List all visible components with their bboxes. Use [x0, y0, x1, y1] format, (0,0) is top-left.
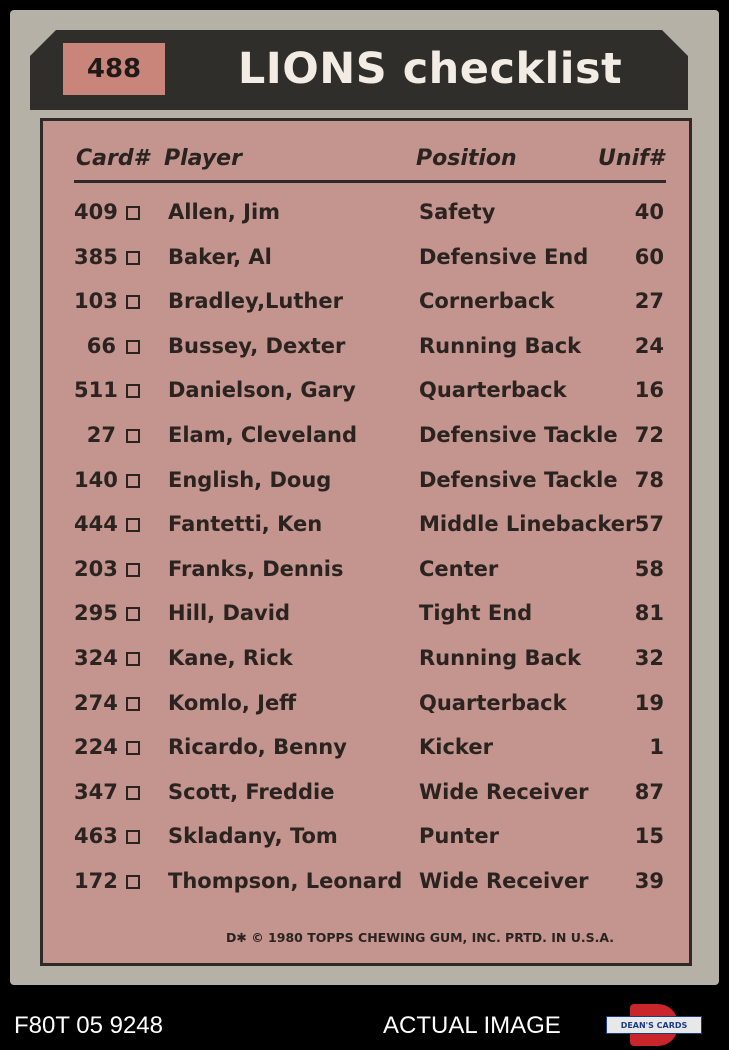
header-card-number: Card# — [76, 146, 149, 171]
player-name: English, Doug — [168, 467, 332, 492]
checkbox[interactable] — [126, 697, 140, 711]
player-position: Middle Linebacker — [419, 512, 636, 537]
player-name: Allen, Jim — [168, 200, 281, 224]
player-name: Scott, Freddie — [168, 779, 335, 804]
uniform-number: 27 — [634, 289, 664, 314]
card-number: 385 — [74, 244, 118, 269]
player-name: Baker, Al — [168, 244, 272, 269]
player-name: Danielson, Gary — [168, 378, 356, 403]
checklist-title: LIONS checklist — [237, 44, 623, 94]
player-position: Defensive End — [419, 244, 589, 269]
uniform-number: 24 — [634, 333, 664, 358]
uniform-number: 40 — [634, 200, 664, 224]
card-number: 274 — [74, 690, 118, 715]
actual-image-label: ACTUAL IMAGE — [383, 1012, 561, 1039]
player-position: Defensive Tackle — [419, 467, 618, 492]
player-position: Running Back — [419, 645, 582, 670]
uniform-number: 1 — [649, 735, 664, 760]
player-name: Bussey, Dexter — [168, 333, 346, 358]
checklist-row — [74, 772, 666, 817]
uniform-number: 60 — [634, 244, 664, 269]
checklist-row — [74, 415, 666, 460]
card-number: 224 — [74, 735, 118, 760]
card-number: 27 — [86, 422, 116, 447]
checklist-row — [74, 192, 666, 237]
player-name: Hill, David — [168, 601, 290, 626]
checklist-row — [74, 370, 666, 415]
card-number: 463 — [74, 824, 118, 849]
deans-cards-logo — [606, 1004, 702, 1046]
checklist-row — [74, 638, 666, 683]
checkbox[interactable] — [126, 563, 140, 577]
uniform-number: 39 — [634, 868, 664, 893]
checkbox[interactable] — [126, 741, 140, 755]
inventory-code: F80T 05 9248 — [14, 1012, 164, 1039]
card-number: 511 — [74, 378, 118, 403]
checkbox[interactable] — [126, 786, 140, 800]
player-position: Wide Receiver — [419, 868, 589, 893]
uniform-number: 32 — [634, 645, 664, 670]
header-player: Player — [164, 146, 242, 171]
player-position: Punter — [419, 824, 499, 849]
checklist-row — [74, 549, 666, 594]
checklist-rows — [74, 192, 666, 906]
checklist-row — [74, 237, 666, 282]
uniform-number: 72 — [634, 422, 664, 447]
player-position: Kicker — [419, 735, 493, 760]
player-name: Elam, Cleveland — [168, 422, 358, 447]
card-number: 444 — [74, 512, 118, 537]
uniform-number: 81 — [634, 601, 664, 626]
card-number: 409 — [74, 200, 118, 224]
uniform-number: 19 — [634, 690, 664, 715]
checkbox[interactable] — [126, 607, 140, 621]
checklist-row — [74, 281, 666, 326]
checklist-row — [74, 727, 666, 772]
uniform-number: 16 — [634, 378, 664, 403]
player-position: Wide Receiver — [419, 779, 589, 804]
checkbox[interactable] — [126, 875, 140, 889]
header-position: Position — [416, 146, 517, 171]
uniform-number: 78 — [634, 467, 664, 492]
checklist-row — [74, 861, 666, 906]
card-number-badge: 488 — [60, 40, 168, 98]
player-position: Safety — [419, 200, 496, 224]
player-name: Franks, Dennis — [168, 556, 344, 581]
card-number: 203 — [74, 556, 118, 581]
player-position: Cornerback — [419, 289, 555, 314]
checkbox[interactable] — [126, 652, 140, 666]
card-number: 295 — [74, 601, 118, 626]
checkbox[interactable] — [126, 251, 140, 265]
card-number: 347 — [74, 779, 118, 804]
header-uniform-number: Unif# — [598, 146, 664, 171]
checkbox[interactable] — [126, 429, 140, 443]
player-name: Fantetti, Ken — [168, 512, 323, 537]
uniform-number: 58 — [634, 556, 664, 581]
card-number: 66 — [86, 333, 116, 358]
checkbox[interactable] — [126, 518, 140, 532]
checklist-row — [74, 683, 666, 728]
player-position: Center — [419, 556, 499, 581]
player-name: Ricardo, Benny — [168, 735, 347, 760]
logo-text: DEAN'S CARDS — [606, 1016, 702, 1034]
checkbox[interactable] — [126, 206, 140, 220]
player-position: Tight End — [419, 601, 533, 626]
card-number: 103 — [74, 289, 118, 314]
uniform-number: 57 — [634, 512, 664, 537]
checkbox[interactable] — [126, 830, 140, 844]
card-number: 172 — [74, 868, 118, 893]
player-name: Bradley,Luther — [168, 289, 343, 314]
uniform-number: 87 — [634, 779, 664, 804]
player-position: Defensive Tackle — [419, 422, 618, 447]
checkbox[interactable] — [126, 340, 140, 354]
checklist-row — [74, 593, 666, 638]
player-name: Kane, Rick — [168, 645, 293, 670]
checkbox[interactable] — [126, 474, 140, 488]
checklist-row — [74, 504, 666, 549]
checklist-header — [74, 144, 666, 183]
card-number: 324 — [74, 645, 118, 670]
checkbox[interactable] — [126, 295, 140, 309]
player-name: Komlo, Jeff — [168, 690, 297, 715]
checkbox[interactable] — [126, 384, 140, 398]
checklist-row — [74, 326, 666, 371]
uniform-number: 15 — [634, 824, 664, 849]
copyright-line: D✱ © 1980 TOPPS CHEWING GUM, INC. PRTD. IN U.S.A. — [226, 930, 615, 945]
player-name: Skladany, Tom — [168, 824, 338, 849]
checklist-row — [74, 460, 666, 505]
card-number: 140 — [74, 467, 118, 492]
player-position: Quarterback — [419, 378, 567, 403]
checklist-row — [74, 816, 666, 861]
player-name: Thompson, Leonard — [168, 868, 403, 893]
player-position: Quarterback — [419, 690, 567, 715]
player-position: Running Back — [419, 333, 582, 358]
